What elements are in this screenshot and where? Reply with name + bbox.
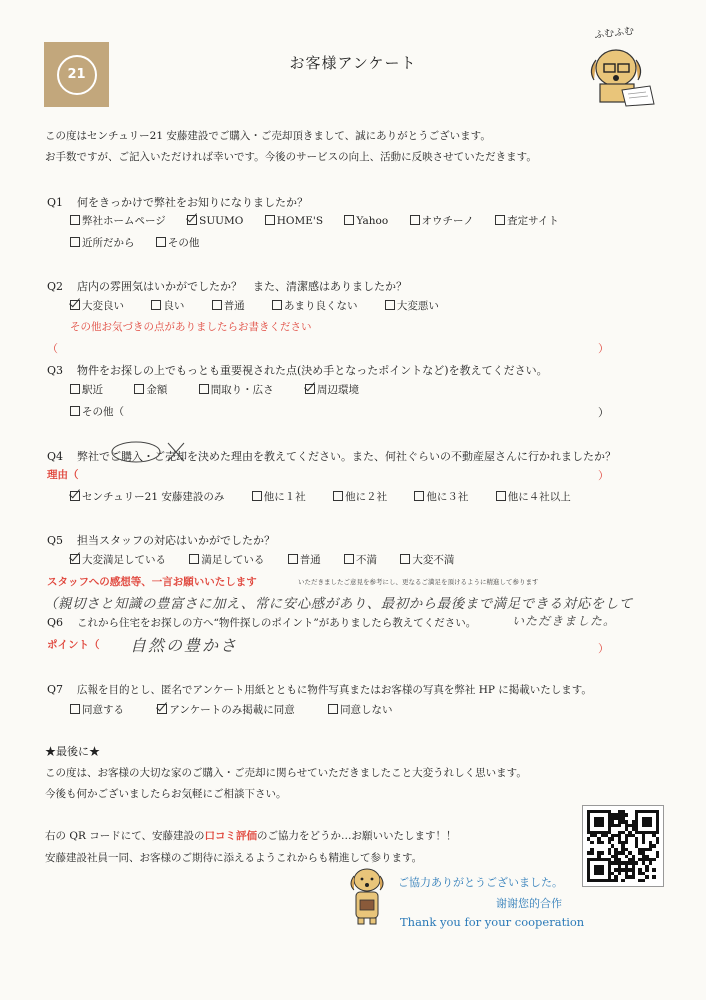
qr-line-text-end: のご協力をどうか…お願いいたします！！ [256, 830, 457, 842]
closing-heading: ★最後に★ [45, 745, 100, 758]
q6-question [47, 615, 476, 630]
option-label: HOME'S [276, 215, 324, 227]
option-label: Yahoo [356, 215, 389, 227]
q7-option-survey-only[interactable] [157, 702, 294, 717]
q3-option-environment[interactable] [305, 382, 359, 397]
q3-option-layout[interactable] [199, 382, 274, 397]
checkbox-checked-icon[interactable] [187, 215, 197, 225]
option-label: 良い [163, 300, 185, 312]
thanks-english: Thank you for your cooperation [400, 915, 585, 929]
q4-option-two-other[interactable] [333, 489, 387, 504]
option-label: 満足している [201, 554, 265, 566]
dog-mascot-bow-icon [346, 866, 388, 926]
q4-option-one-other[interactable] [252, 489, 306, 504]
checkbox-checked-icon[interactable] [70, 554, 80, 564]
q5-question [47, 532, 275, 548]
q2-option-normal[interactable] [212, 298, 245, 313]
option-label: 他に３社 [426, 491, 469, 503]
q3-options [70, 382, 377, 397]
q6-point-label: ポイント（ [47, 639, 100, 651]
q1-question [47, 194, 308, 210]
q6-handwritten-answer: 自然の豊かさ [130, 636, 239, 655]
q7-option-disagree[interactable] [328, 702, 393, 717]
q2-question [47, 278, 407, 294]
q2-options [70, 298, 457, 313]
q6-text: これから住宅をお探しの方へ“物件探しのポイント”がありましたら教えてください。 [77, 617, 477, 629]
option-label: 金額 [146, 384, 168, 396]
page-title: お客様アンケート [289, 54, 417, 72]
option-label: SUUMO [199, 215, 244, 227]
option-label: その他（ [82, 406, 124, 418]
checkbox-icon[interactable] [385, 300, 395, 310]
mascot-caption: ふむふむ [593, 25, 635, 42]
checkbox-icon[interactable] [344, 554, 354, 564]
q1-options-row1 [70, 213, 577, 228]
checkbox-checked-icon[interactable] [70, 491, 80, 501]
q7-number: Q7 [47, 683, 64, 696]
q5-note: スタッフへの感想等、一言お願いいたします [47, 576, 257, 588]
checkbox-icon[interactable] [70, 704, 80, 714]
q7-options [70, 702, 411, 717]
qr-line-text: 右の QR コードにて、安藤建設の [45, 830, 205, 842]
q5-option-normal[interactable] [288, 552, 321, 567]
closing-line-1: この度は、お客様の大切な家のご購入・ご売却に関らせていただきましたこと大変うれしく思います。 [45, 767, 527, 779]
thanks-chinese: 谢谢您的合作 [496, 897, 562, 910]
q3-text: 物件をお探しの上でもっとも重要視された点(決め手となったポイントなど)を教えてください。 [77, 364, 548, 377]
q1-option-ouchino[interactable] [410, 213, 474, 228]
thanks-japanese: ご協力ありがとうございました。 [398, 876, 563, 889]
intro-line-2: お手数ですが、ご記入いただければ幸いです。今後のサービスの向上、活動に反映させていただきます。 [45, 151, 537, 163]
checkbox-icon[interactable] [70, 215, 80, 225]
q3-option-other[interactable] [70, 404, 124, 419]
closing-line-4: 安藤建設社員一同、お客様のご期待に添えるようこれからも精進して参ります。 [45, 852, 423, 864]
checkbox-icon[interactable] [265, 215, 275, 225]
checkbox-icon[interactable] [496, 491, 506, 501]
q5-option-dissatisfied[interactable] [344, 552, 377, 567]
q1-number: Q1 [47, 196, 64, 209]
closing-line-2: 今後も何かございましたらお気軽にご相談下さい。 [45, 788, 287, 800]
q4-options [70, 489, 589, 504]
option-label: 他に１社 [263, 491, 306, 503]
q1-option-other[interactable] [156, 235, 200, 250]
q5-handwritten-comment-1: （親切さと知識の豊富さに加え、常に安心感があり、最初から最後まで満足できる対応をして [44, 596, 633, 612]
q4-text: 弊社でご購入・ご売却を決めた理由を教えてください。また、何社ぐらいの不動産屋さんに行かれましたか？ [77, 450, 616, 463]
checkbox-icon[interactable] [328, 704, 338, 714]
q4-paren-close: ） [598, 469, 609, 482]
q6-number: Q6 [47, 616, 64, 629]
q1-text: 何をきっかけで弊社をお知りになりましたか？ [77, 196, 308, 209]
q4-option-only-us[interactable] [70, 489, 224, 504]
option-label: 駅近 [82, 384, 103, 396]
checkbox-icon[interactable] [70, 406, 80, 416]
checkbox-checked-icon[interactable] [70, 300, 80, 310]
option-label: 間取り・広さ [210, 384, 274, 396]
option-label: センチュリー21 安藤建設のみ [82, 491, 225, 503]
review-highlight: 口コミ評価 [204, 830, 257, 842]
dog-mascot-icon [578, 40, 658, 108]
checkbox-icon[interactable] [400, 554, 410, 564]
checkbox-icon[interactable] [344, 215, 354, 225]
option-label: 査定サイト [507, 215, 559, 227]
checkbox-icon[interactable] [199, 384, 209, 394]
q2-option-very-bad[interactable] [385, 298, 439, 313]
option-label: 大変不満 [412, 554, 455, 566]
option-label: 普通 [223, 300, 245, 312]
checkbox-icon[interactable] [272, 300, 282, 310]
q7-text: 広報を目的とし、匿名でアンケート用紙とともに物件写真またはお客様の写真を弊社 HP に掲載いたします。 [77, 684, 592, 696]
q6-paren-close: ） [598, 642, 609, 655]
q5-number: Q5 [47, 534, 64, 547]
q3-option-price[interactable] [134, 382, 167, 397]
q2-option-very-good[interactable] [70, 298, 124, 313]
checkbox-icon[interactable] [288, 554, 298, 564]
q5-option-very-dissatisfied[interactable] [400, 552, 454, 567]
q3-number: Q3 [47, 364, 64, 377]
q5-small-note: いただきましたご意見を参考にし、更なるご満足を頂けるように精進して参ります [298, 578, 539, 586]
q4-reason-label: 理由（ [47, 469, 79, 481]
checkbox-icon[interactable] [212, 300, 222, 310]
intro-line-1: この度はセンチュリー21 安藤建設でご購入・ご売却頂きまして、誠にありがとうございます。 [45, 130, 491, 142]
option-label: 他に２社 [345, 491, 388, 503]
q5-text: 担当スタッフの対応はいかがでしたか？ [77, 534, 275, 547]
checkbox-icon[interactable] [495, 215, 505, 225]
option-label: オウチーノ [421, 215, 474, 227]
option-label: 周辺環境 [317, 384, 360, 396]
q3-question [47, 362, 548, 378]
option-label: 同意しない [340, 704, 393, 716]
q7-question [47, 682, 592, 697]
q1-option-nearby[interactable] [70, 235, 135, 250]
checkbox-icon[interactable] [333, 491, 343, 501]
option-label: 普通 [299, 554, 321, 566]
q2-paren-open: （ [47, 342, 58, 355]
option-label: アンケートのみ掲載に同意 [169, 704, 295, 716]
q4-option-four-plus[interactable] [496, 489, 571, 504]
q5-option-very-satisfied[interactable] [70, 552, 166, 567]
checkbox-checked-icon[interactable] [157, 704, 167, 714]
q1-options-row2 [70, 235, 217, 250]
q1-option-satei[interactable] [495, 213, 559, 228]
q2-number: Q2 [47, 280, 64, 293]
q5-option-satisfied[interactable] [189, 552, 264, 567]
q5-options [70, 552, 472, 567]
checkbox-icon[interactable] [70, 384, 80, 394]
qr-code-icon [587, 810, 659, 882]
q1-option-website[interactable] [70, 213, 166, 228]
q3-option-station[interactable] [70, 382, 103, 397]
q2-paren-close: ） [598, 342, 609, 355]
q4-number: Q4 [47, 450, 64, 463]
q3-paren-close: ） [598, 406, 609, 419]
q1-option-suumo[interactable] [187, 215, 243, 227]
checkbox-icon[interactable] [252, 491, 262, 501]
option-label: その他 [167, 237, 200, 249]
checkbox-checked-icon[interactable] [305, 384, 315, 394]
option-label: 不満 [356, 554, 378, 566]
option-label: 近所だから [82, 237, 135, 249]
q1-option-yahoo[interactable] [344, 215, 388, 227]
q4-option-three-other[interactable] [414, 489, 468, 504]
q2-text: 店内の雰囲気はいかがでしたか？ また、清潔感はありましたか？ [77, 280, 407, 293]
q2-option-good[interactable] [151, 298, 184, 313]
q5-handwritten-comment-2: いただきました。 [512, 614, 617, 628]
option-label: 大変良い [82, 300, 124, 312]
checkbox-icon[interactable] [134, 384, 144, 394]
q2-option-not-good[interactable] [272, 298, 358, 313]
review-qr-code[interactable] [582, 805, 664, 887]
checkbox-icon[interactable] [156, 237, 166, 247]
checkbox-icon[interactable] [151, 300, 161, 310]
checkbox-icon[interactable] [414, 491, 424, 501]
logo-text: 21 [67, 67, 86, 82]
hand-circle-mark-icon [108, 437, 188, 467]
option-label: 弊社ホームページ [82, 215, 166, 227]
q2-note: その他お気づきの点がありましたらお書きください [70, 321, 312, 333]
closing-qr-line [45, 828, 456, 843]
option-label: 同意する [82, 704, 124, 716]
option-label: 大変満足している [82, 554, 166, 566]
checkbox-icon[interactable] [410, 215, 420, 225]
option-label: あまり良くない [284, 300, 358, 312]
checkbox-icon[interactable] [70, 237, 80, 247]
q7-option-agree[interactable] [70, 702, 124, 717]
option-label: 他に４社以上 [507, 491, 571, 503]
checkbox-icon[interactable] [189, 554, 199, 564]
q1-option-homes[interactable] [265, 215, 323, 227]
option-label: 大変悪い [396, 300, 439, 312]
